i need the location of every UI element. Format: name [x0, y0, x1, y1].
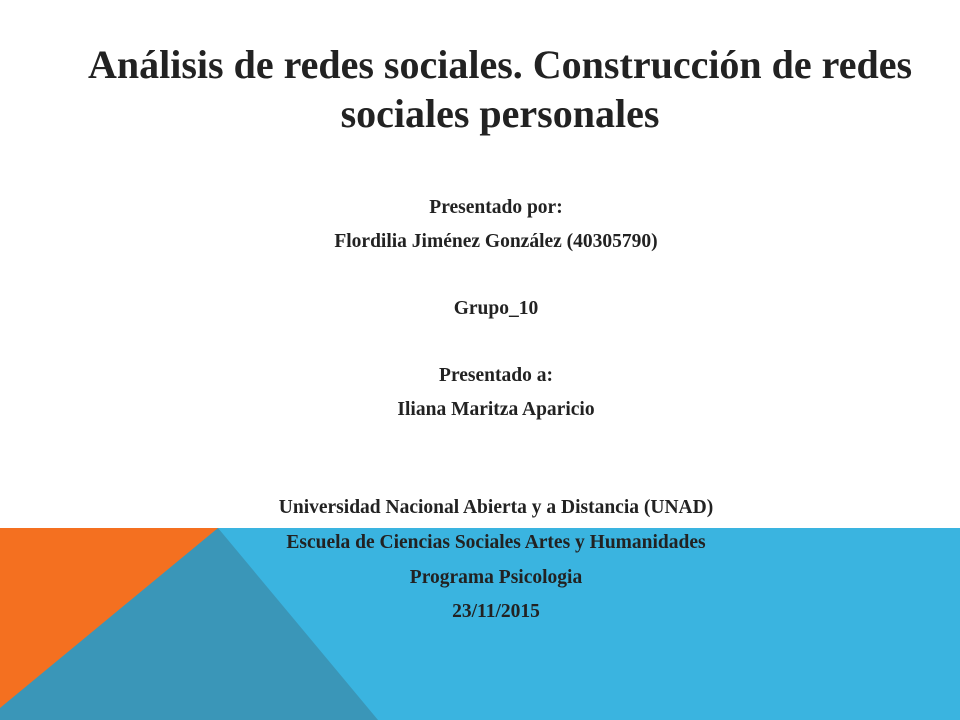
program-name: Programa Psicologia [409, 567, 583, 588]
tutor-name: Iliana Maritza Aparicio [397, 399, 595, 420]
presentation-date: 23/11/2015 [452, 601, 540, 622]
presented-to-label: Presentado a: [439, 365, 553, 386]
group-label: Grupo_10 [453, 298, 539, 319]
university-name: Universidad Nacional Abierta y a Distancia (UNAD) [278, 497, 714, 518]
presented-by-label: Presentado por: [429, 197, 563, 218]
author-name: Flordilia Jiménez González (40305790) [334, 231, 658, 252]
slide-title: Análisis de redes sociales. Construcción de redes sociales personales [87, 42, 913, 136]
school-name: Escuela de Ciencias Sociales Artes y Humanidades [286, 532, 706, 553]
